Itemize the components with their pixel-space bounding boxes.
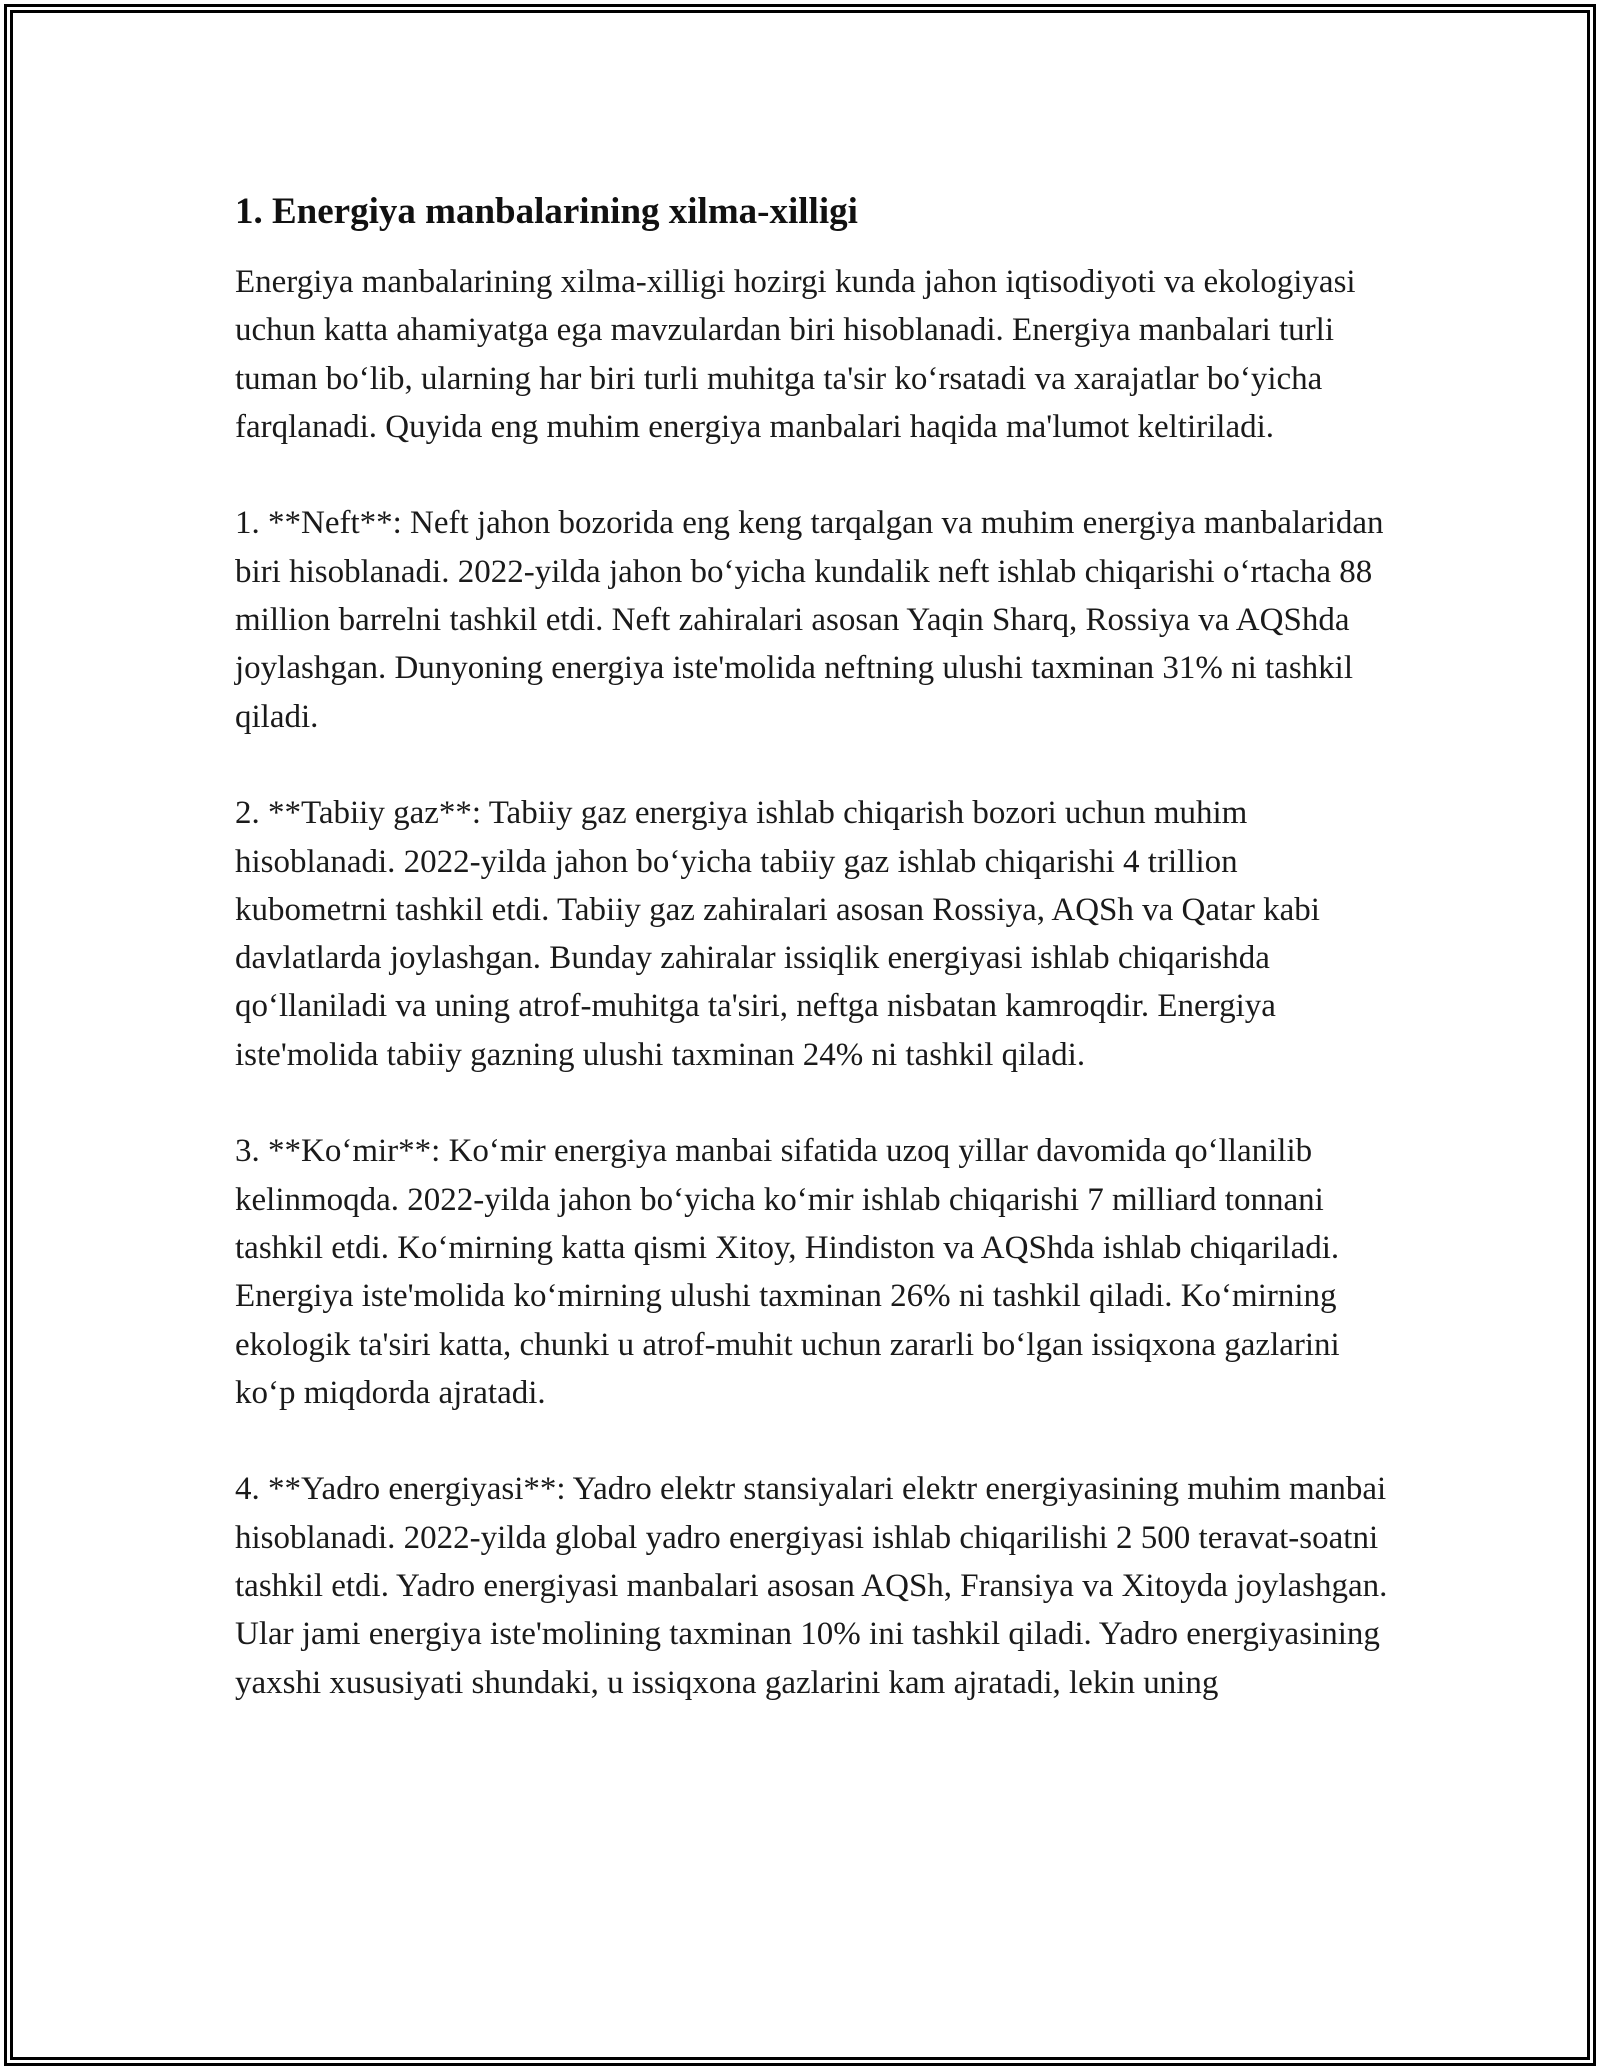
document-body	[235, 188, 1395, 1755]
paragraph-yadro-energiyasi: 4. **Yadro energiyasi**: Yadro elektr stansiyalari elektr energiyasining muhim manbai hisoblanadi. 2022-yilda global yadro energiyasi ishlab chiqarilishi 2 500 teravat-soatni tashkil etdi. Yadro energiyasi manbalari asosan AQSh, Fransiya va Xitoyda joylashgan. Ular jami energiya iste'molining taxminan 10% ini tashkil qiladi. Yadro energiyasining yaxshi xususiyati shundaki, u issiqxona gazlarini kam ajratadi, lekin uning	[235, 1471, 1388, 1701]
paragraph-tabiiy-gaz: 2. **Tabiiy gaz**: Tabiiy gaz energiya ishlab chiqarish bozori uchun muhim hisoblanadi. 2022-yilda jahon boʻyicha tabiiy gaz ishlab chiqarishi 4 trillion kubometrni tashkil etdi. Tabiiy gaz zahiralari asosan Rossiya, AQSh va Qatar kabi davlatlarda joylashgan. Bunday zahiralar issiqlik energiyasi ishlab chiqarishda qoʻllaniladi va uning atrof-muhitga ta'siri, neftga nisbatan kamroqdir. Energiya iste'molida tabiiy gazning ulushi taxminan 24% ni tashkil qiladi.	[235, 795, 1320, 1073]
paragraph-neft: 1. **Neft**: Neft jahon bozorida eng keng tarqalgan va muhim energiya manbalaridan biri hisoblanadi. 2022-yilda jahon boʻyicha kundalik neft ishlab chiqarishi oʻrtacha 88 million barrelni tashkil etdi. Neft zahiralari asosan Yaqin Sharq, Rossiya va AQShda joylashgan. Dunyoning energiya iste'molida neftning ulushi taxminan 31% ni tashkil qiladi.	[235, 505, 1384, 735]
section-heading: 1. Energiya manbalarining xilma-xilligi	[235, 191, 858, 232]
intro-paragraph: Energiya manbalarining xilma-xilligi hozirgi kunda jahon iqtisodiyoti va ekologiyasi uchun katta ahamiyatga ega mavzulardan biri hisoblanadi. Energiya manbalari turli tuman boʻlib, ularning har biri turli muhitga ta'sir koʻrsatadi va xarajatlar boʻyicha farqlanadi. Quyida eng muhim energiya manbalari haqida ma'lumot keltiriladi.	[235, 264, 1356, 445]
paragraph-komir: 3. **Koʻmir**: Koʻmir energiya manbai sifatida uzoq yillar davomida qoʻllanilib kelinmoqda. 2022-yilda jahon boʻyicha koʻmir ishlab chiqarishi 7 milliard tonnani tashkil etdi. Koʻmirning katta qismi Xitoy, Hindiston va AQShda ishlab chiqariladi. Energiya iste'molida koʻmirning ulushi taxminan 26% ni tashkil qiladi. Koʻmirning ekologik ta'siri katta, chunki u atrof-muhit uchun zararli boʻlgan issiqxona gazlarini koʻp miqdorda ajratadi.	[235, 1133, 1340, 1411]
